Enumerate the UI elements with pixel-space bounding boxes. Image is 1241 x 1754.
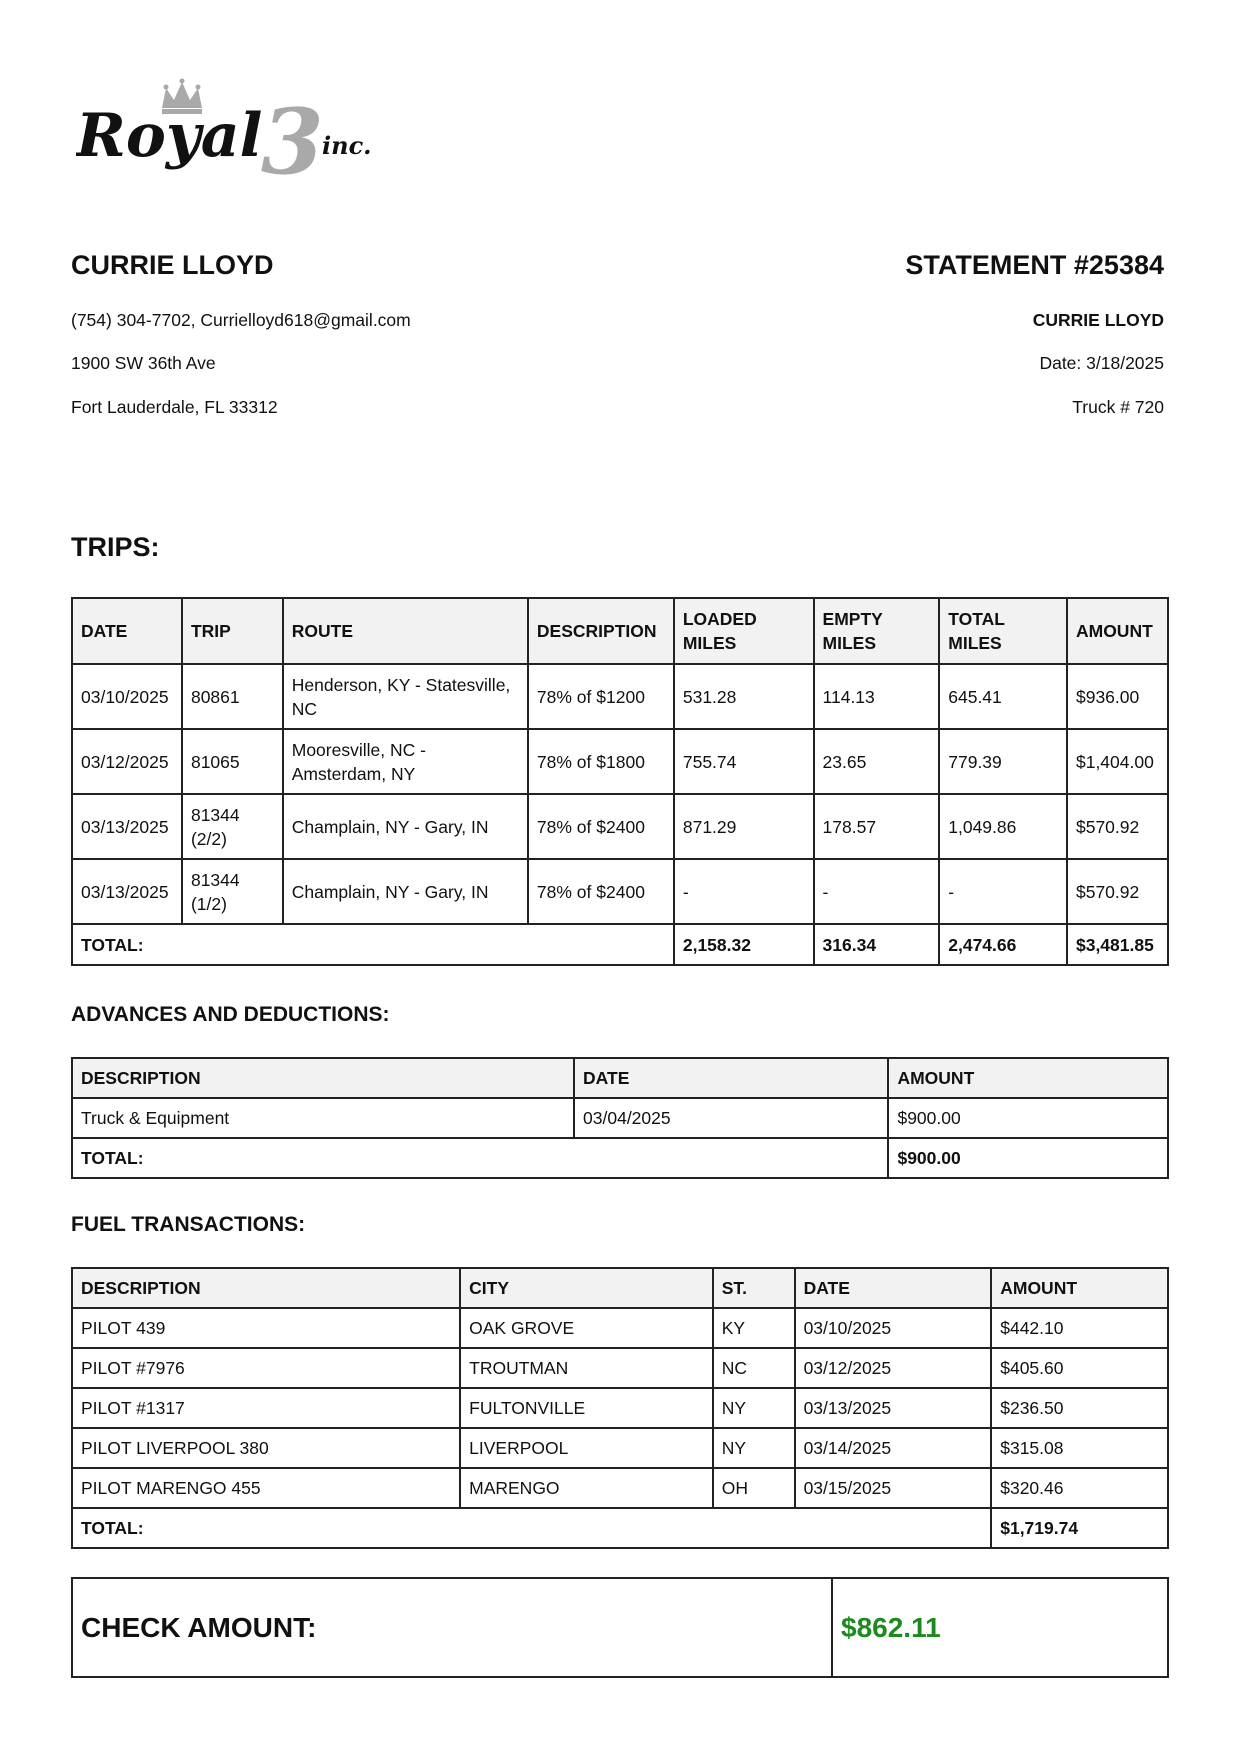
trips-total-amount: $3,481.85 (1067, 924, 1168, 965)
statement-truck: Truck # 720 (1072, 397, 1164, 417)
fuel-amount: $320.46 (991, 1468, 1168, 1508)
fuel-state: KY (713, 1308, 795, 1348)
fuel-description: PILOT LIVERPOOL 380 (72, 1428, 460, 1468)
trip-empty-miles: 114.13 (814, 664, 940, 729)
trips-header-amount: AMOUNT (1067, 598, 1168, 664)
trip-loaded-miles: 871.29 (674, 794, 814, 859)
fuel-header-description: DESCRIPTION (72, 1268, 460, 1308)
advance-date: 03/04/2025 (574, 1098, 888, 1138)
fuel-description: PILOT MARENGO 455 (72, 1468, 460, 1508)
trip-amount: $936.00 (1067, 664, 1168, 729)
fuel-amount: $442.10 (991, 1308, 1168, 1348)
statement-name: CURRIE LLOYD (1032, 310, 1164, 330)
trips-table (71, 597, 1169, 966)
table-row (72, 1468, 1168, 1508)
trip-number: 80861 (182, 664, 283, 729)
fuel-total-label: TOTAL: (72, 1508, 991, 1548)
fuel-city: FULTONVILLE (460, 1388, 713, 1428)
statement-info (664, 248, 1164, 417)
fuel-city: OAK GROVE (460, 1308, 713, 1348)
table-row (72, 1098, 1168, 1138)
fuel-total-amount: $1,719.74 (991, 1508, 1168, 1548)
fuel-city: TROUTMAN (460, 1348, 713, 1388)
fuel-description: PILOT #7976 (72, 1348, 460, 1388)
fuel-header-state: ST. (713, 1268, 795, 1308)
advances-header-date: DATE (574, 1058, 888, 1098)
trip-description: 78% of $2400 (528, 794, 674, 859)
trip-route: Champlain, NY - Gary, IN (283, 859, 528, 924)
trip-total-miles: 779.39 (939, 729, 1067, 794)
check-amount-label: CHECK AMOUNT: (73, 1579, 833, 1676)
table-row (72, 1388, 1168, 1428)
fuel-date: 03/10/2025 (795, 1308, 992, 1348)
trips-header-empty-miles: EMPTY MILES (814, 598, 940, 664)
fuel-state: OH (713, 1468, 795, 1508)
fuel-state: NY (713, 1388, 795, 1428)
check-amount-box (71, 1577, 1169, 1678)
fuel-date: 03/15/2025 (795, 1468, 992, 1508)
trips-header-loaded-miles: LOADED MILES (674, 598, 814, 664)
statement-title: STATEMENT #25384 (905, 250, 1164, 280)
trip-amount: $570.92 (1067, 859, 1168, 924)
fuel-description: PILOT 439 (72, 1308, 460, 1348)
trip-amount: $1,404.00 (1067, 729, 1168, 794)
trips-header-row (72, 598, 1168, 664)
fuel-city: MARENGO (460, 1468, 713, 1508)
driver-address-line2: Fort Lauderdale, FL 33312 (71, 397, 278, 417)
trips-header-total-miles: TOTAL MILES (939, 598, 1067, 664)
table-row (72, 664, 1168, 729)
trips-total-empty: 316.34 (814, 924, 940, 965)
trips-total-label: TOTAL: (72, 924, 674, 965)
trips-header-description: DESCRIPTION (528, 598, 674, 664)
driver-info (71, 248, 631, 417)
advances-total-label: TOTAL: (72, 1138, 888, 1178)
trip-empty-miles: - (814, 859, 940, 924)
fuel-header-amount: AMOUNT (991, 1268, 1168, 1308)
trip-number: 81344 (1/2) (182, 859, 283, 924)
trip-number: 81344 (2/2) (182, 794, 283, 859)
trip-description: 78% of $2400 (528, 859, 674, 924)
advances-header-description: DESCRIPTION (72, 1058, 574, 1098)
fuel-header-city: CITY (460, 1268, 713, 1308)
trip-date: 03/13/2025 (72, 794, 182, 859)
fuel-state: NY (713, 1428, 795, 1468)
trip-loaded-miles: - (674, 859, 814, 924)
driver-contact: (754) 304-7702, Currielloyd618@gmail.com (71, 310, 411, 330)
svg-text:Royal: Royal (76, 101, 263, 171)
fuel-table (71, 1267, 1169, 1549)
table-row (72, 1428, 1168, 1468)
fuel-header-row (72, 1268, 1168, 1308)
trip-description: 78% of $1200 (528, 664, 674, 729)
statement-date: Date: 3/18/2025 (1039, 353, 1164, 373)
table-row (72, 1348, 1168, 1388)
trip-date: 03/13/2025 (72, 859, 182, 924)
advances-title: ADVANCES AND DEDUCTIONS: (71, 1003, 390, 1026)
advances-total-amount: $900.00 (888, 1138, 1168, 1178)
fuel-header-date: DATE (795, 1268, 992, 1308)
table-row (72, 794, 1168, 859)
advances-table (71, 1057, 1169, 1179)
fuel-date: 03/13/2025 (795, 1388, 992, 1428)
trip-empty-miles: 23.65 (814, 729, 940, 794)
svg-text:inc.: inc. (322, 131, 372, 160)
advances-header-row (72, 1058, 1168, 1098)
trips-title: TRIPS: (71, 532, 160, 562)
trip-date: 03/10/2025 (72, 664, 182, 729)
trip-total-miles: 645.41 (939, 664, 1067, 729)
fuel-amount: $236.50 (991, 1388, 1168, 1428)
trips-header-date: DATE (72, 598, 182, 664)
trips-total-row (72, 924, 1168, 965)
trip-route: Mooresville, NC - Amsterdam, NY (283, 729, 528, 794)
crown-logo-icon (76, 78, 386, 188)
trip-total-miles: 1,049.86 (939, 794, 1067, 859)
advance-description: Truck & Equipment (72, 1098, 574, 1138)
table-row (72, 859, 1168, 924)
company-logo (76, 78, 386, 188)
fuel-city: LIVERPOOL (460, 1428, 713, 1468)
fuel-date: 03/12/2025 (795, 1348, 992, 1388)
trip-number: 81065 (182, 729, 283, 794)
trip-loaded-miles: 531.28 (674, 664, 814, 729)
trip-amount: $570.92 (1067, 794, 1168, 859)
table-row (72, 1308, 1168, 1348)
driver-name: CURRIE LLOYD (71, 250, 274, 280)
trips-total-loaded: 2,158.32 (674, 924, 814, 965)
svg-text:3: 3 (261, 89, 324, 188)
fuel-total-row (72, 1508, 1168, 1548)
trip-route: Henderson, KY - Statesville, NC (283, 664, 528, 729)
fuel-description: PILOT #1317 (72, 1388, 460, 1428)
trip-description: 78% of $1800 (528, 729, 674, 794)
driver-address-line1: 1900 SW 36th Ave (71, 353, 216, 373)
trip-total-miles: - (939, 859, 1067, 924)
advances-header-amount: AMOUNT (888, 1058, 1168, 1098)
advance-amount: $900.00 (888, 1098, 1168, 1138)
advances-total-row (72, 1138, 1168, 1178)
trip-route: Champlain, NY - Gary, IN (283, 794, 528, 859)
trip-empty-miles: 178.57 (814, 794, 940, 859)
fuel-date: 03/14/2025 (795, 1428, 992, 1468)
trip-loaded-miles: 755.74 (674, 729, 814, 794)
trips-header-trip: TRIP (182, 598, 283, 664)
check-amount-value: $862.11 (841, 1611, 941, 1643)
fuel-title: FUEL TRANSACTIONS: (71, 1213, 306, 1236)
table-row (72, 729, 1168, 794)
fuel-state: NC (713, 1348, 795, 1388)
trips-header-route: ROUTE (283, 598, 528, 664)
fuel-amount: $405.60 (991, 1348, 1168, 1388)
fuel-amount: $315.08 (991, 1428, 1168, 1468)
trip-date: 03/12/2025 (72, 729, 182, 794)
trips-total-miles: 2,474.66 (939, 924, 1067, 965)
